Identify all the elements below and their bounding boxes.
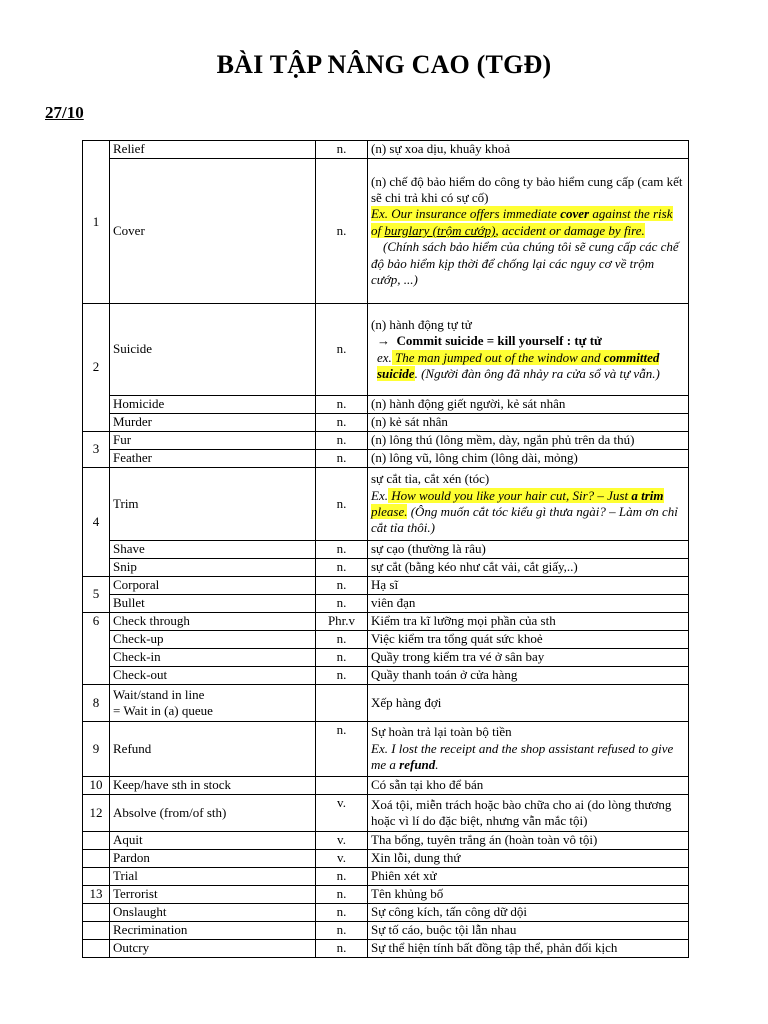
part-of-speech: v. (316, 795, 368, 832)
meaning (368, 722, 689, 777)
meaning: Sự thể hiện tính bất đồng tập thể, phản đối kịch (368, 940, 689, 958)
part-of-speech: n. (316, 922, 368, 940)
table-row (83, 595, 689, 613)
part-of-speech: n. (316, 940, 368, 958)
meaning: viên đạn (368, 595, 689, 613)
vocab-word: Relief (110, 141, 316, 159)
meaning: sự cắt (bằng kéo như cắt vải, cắt giấy,..) (368, 559, 689, 577)
vocabulary-table (82, 140, 689, 958)
part-of-speech: n. (316, 468, 368, 541)
meaning: (n) lông vũ, lông chim (lông dài, mỏng) (368, 450, 689, 468)
part-of-speech: n. (316, 559, 368, 577)
table-row (83, 414, 689, 432)
meaning-definition: Sự hoàn trả lại toàn bộ tiền (371, 724, 512, 740)
vocab-word: Refund (110, 722, 316, 777)
vocab-word: Pardon (110, 850, 316, 868)
part-of-speech: v. (316, 850, 368, 868)
table-row (83, 777, 689, 795)
table-row (83, 795, 689, 832)
part-of-speech: n. (316, 396, 368, 414)
date-heading: 27/10 (45, 103, 84, 122)
group-number: 2 (83, 304, 110, 432)
vocab-word: Check-out (110, 667, 316, 685)
vocab-word: Feather (110, 450, 316, 468)
group-number: 5 (83, 577, 110, 613)
group-number (83, 868, 110, 886)
part-of-speech: n. (316, 631, 368, 649)
vocab-word: Check-up (110, 631, 316, 649)
part-of-speech: n. (316, 432, 368, 450)
meaning: Phiên xét xử (368, 868, 689, 886)
group-number: 8 (83, 685, 110, 722)
idiom-line: → Commit suicide = kill yourself : tự tử (377, 333, 602, 349)
page-title: BÀI TẬP NÂNG CAO (TGĐ) (216, 50, 552, 79)
vocab-word: Shave (110, 541, 316, 559)
part-of-speech: n. (316, 595, 368, 613)
meaning: Quầy trong kiểm tra vé ở sân bay (368, 649, 689, 667)
example-sentence: Ex. I lost the receipt and the shop assistant refused to give me a refund. (371, 740, 674, 773)
table-row (83, 141, 689, 159)
part-of-speech: n. (316, 450, 368, 468)
meaning (368, 468, 689, 541)
group-number: 3 (83, 432, 110, 468)
meaning-definition: sự cắt tỉa, cắt xén (tóc) (371, 471, 490, 487)
part-of-speech (316, 777, 368, 795)
meaning: Sự tố cáo, buộc tội lẫn nhau (368, 922, 689, 940)
vocab-word: Corporal (110, 577, 316, 595)
table-row (83, 722, 689, 777)
meaning: (n) lông thú (lông mềm, dày, ngắn phủ trên da thú) (368, 432, 689, 450)
meaning: Hạ sĩ (368, 577, 689, 595)
part-of-speech: n. (316, 649, 368, 667)
group-number (83, 940, 110, 958)
part-of-speech: n. (316, 414, 368, 432)
part-of-speech: n. (316, 722, 368, 777)
part-of-speech: Phr.v (316, 613, 368, 631)
meaning: Tha bổng, tuyên trắng án (hoàn toàn vô tội) (368, 832, 689, 850)
part-of-speech: n. (316, 667, 368, 685)
meaning (368, 304, 689, 396)
table-row (83, 304, 689, 396)
meaning: Xếp hàng đợi (368, 685, 689, 722)
vocab-word: Check-in (110, 649, 316, 667)
table-row (83, 613, 689, 631)
group-number (83, 922, 110, 940)
table-row (83, 649, 689, 667)
part-of-speech: n. (316, 304, 368, 396)
group-number: 12 (83, 795, 110, 832)
table-row (83, 541, 689, 559)
group-number: 10 (83, 777, 110, 795)
group-number (83, 850, 110, 868)
meaning-definition: (n) hành động tự tử (371, 316, 472, 332)
meaning: (n) hành động giết người, kẻ sát nhân (368, 396, 689, 414)
meaning: Xoá tội, miễn trách hoặc bào chữa cho ai (do lòng thương hoặc vì lí do đặc biệt, nhưng vẫn mắc tội) (368, 795, 689, 832)
vocab-word: Outcry (110, 940, 316, 958)
vocab-word: Wait/stand in line = Wait in (a) queue (110, 685, 316, 722)
table-row (83, 940, 689, 958)
table-row (83, 886, 689, 904)
group-number: 4 (83, 468, 110, 577)
table-row (83, 667, 689, 685)
vocab-word: Check through (110, 613, 316, 631)
vocab-word: Cover (110, 159, 316, 304)
meaning: Việc kiểm tra tổng quát sức khoẻ (368, 631, 689, 649)
example-sentence: Ex. How would you like your hair cut, Sir? – Just a trim please. (Ông muốn cắt tóc kiểu gì thưa ngài? – Làm ơn chỉ cắt tỉa thôi.) (371, 487, 678, 536)
part-of-speech: v. (316, 832, 368, 850)
table-row (83, 468, 689, 541)
table-row (83, 832, 689, 850)
part-of-speech: n. (316, 886, 368, 904)
part-of-speech: n. (316, 141, 368, 159)
vocab-word: Recrimination (110, 922, 316, 940)
meaning: Quầy thanh toán ở cửa hàng (368, 667, 689, 685)
vocab-word: Suicide (110, 304, 316, 396)
part-of-speech: n. (316, 577, 368, 595)
table-row (83, 850, 689, 868)
group-number (83, 832, 110, 850)
meaning: (n) kẻ sát nhân (368, 414, 689, 432)
vocab-word: Bullet (110, 595, 316, 613)
part-of-speech: n. (316, 904, 368, 922)
meaning: Kiểm tra kĩ lưỡng mọi phần của sth (368, 613, 689, 631)
vocab-word: Absolve (from/of sth) (110, 795, 316, 832)
group-number: 13 (83, 886, 110, 904)
vocab-word: Onslaught (110, 904, 316, 922)
table-row (83, 922, 689, 940)
table-row (83, 432, 689, 450)
example-translation: (Chính sách bảo hiểm của chúng tôi sẽ cung cấp các chế độ bảo hiểm kịp thời để chống lại các nguy cơ về trộm cướp, ...) (371, 239, 679, 287)
example-sentence: Ex. Our insurance offers immediate cover against the risk of burglary (trộm cướp), accident or damage by fire. (371, 206, 673, 238)
meaning (368, 159, 689, 304)
table-row (83, 577, 689, 595)
table-row (83, 685, 689, 722)
vocab-word: Aquit (110, 832, 316, 850)
meaning: Có sẵn tại kho để bán (368, 777, 689, 795)
example-sentence: ex. The man jumped out of the window and committed suicide. (Người đàn ông đã nhảy ra cửa sổ và tự vẫn.) (377, 349, 660, 381)
vocab-word: Trial (110, 868, 316, 886)
meaning: Sự công kích, tấn công dữ dội (368, 904, 689, 922)
arrow-icon: → (377, 333, 390, 349)
group-number (83, 904, 110, 922)
group-number: 9 (83, 722, 110, 777)
group-number: 6 (83, 613, 110, 685)
part-of-speech (316, 685, 368, 722)
part-of-speech: n. (316, 868, 368, 886)
table-row (83, 868, 689, 886)
vocab-word: Snip (110, 559, 316, 577)
meaning-definition: (n) chế độ bảo hiểm do công ty bảo hiểm cung cấp (cam kết sẽ chi trả khi có sự cố) (371, 173, 683, 206)
meaning: Tên khủng bố (368, 886, 689, 904)
table-row (83, 159, 689, 304)
table-row (83, 396, 689, 414)
table-row (83, 904, 689, 922)
group-number: 1 (83, 141, 110, 304)
table-row (83, 631, 689, 649)
meaning: (n) sự xoa dịu, khuây khoả (368, 141, 689, 159)
vocab-word: Trim (110, 468, 316, 541)
vocab-word: Terrorist (110, 886, 316, 904)
part-of-speech: n. (316, 541, 368, 559)
meaning: sự cạo (thường là râu) (368, 541, 689, 559)
vocab-word: Fur (110, 432, 316, 450)
meaning: Xin lỗi, dung thứ (368, 850, 689, 868)
vocab-word: Murder (110, 414, 316, 432)
part-of-speech: n. (316, 159, 368, 304)
vocab-word: Keep/have sth in stock (110, 777, 316, 795)
vocab-word: Homicide (110, 396, 316, 414)
table-row (83, 559, 689, 577)
table-row (83, 450, 689, 468)
